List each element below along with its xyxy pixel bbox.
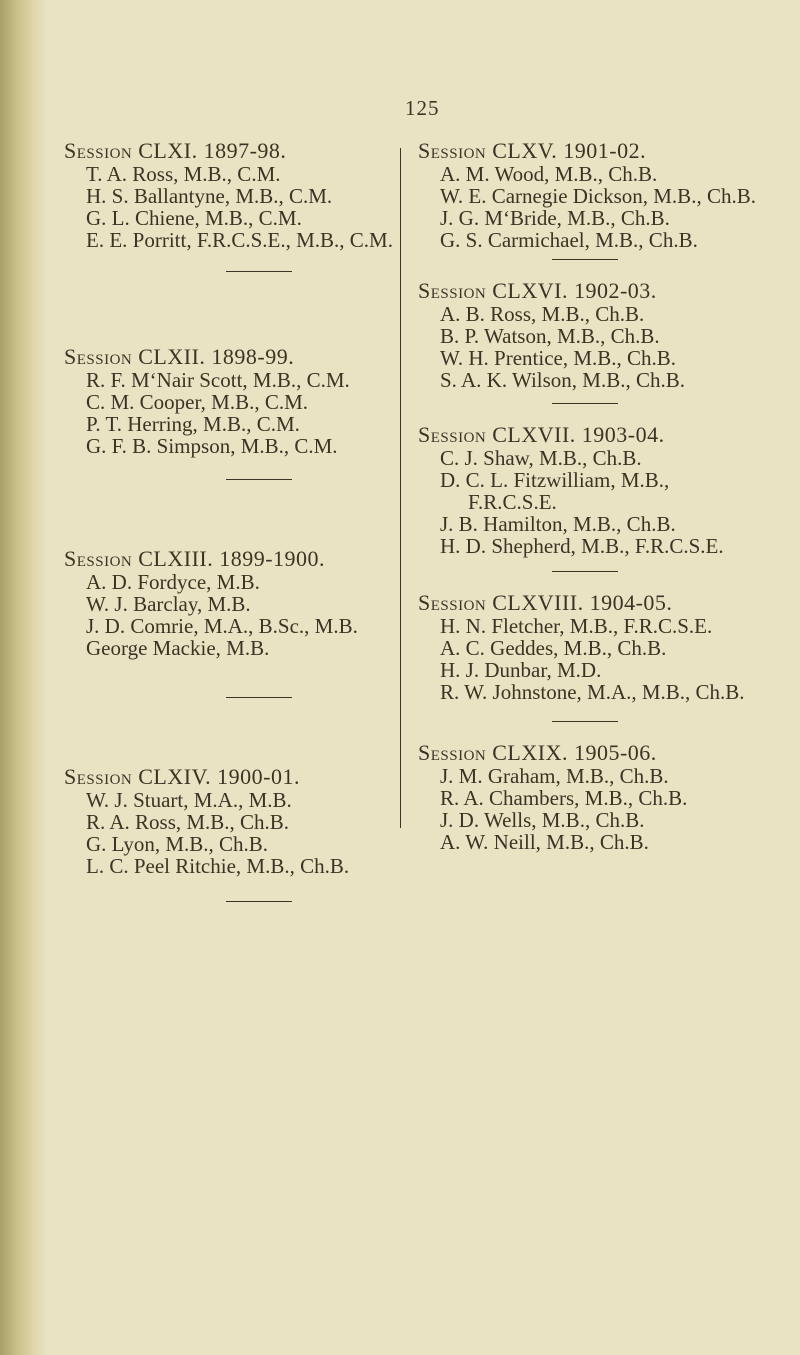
member-entry: G. S. Carmichael, M.B., Ch.B.: [440, 228, 698, 252]
session-title: Session CLXIII. 1899-1900.: [64, 546, 326, 571]
page-number: 125: [405, 96, 440, 120]
member-entry: H. D. Shepherd, M.B., F.R.C.S.E.: [440, 534, 724, 558]
session-title: Session CLXVIII. 1904-05.: [418, 590, 673, 615]
member-entry: R. A. Ross, M.B., Ch.B.: [86, 810, 290, 834]
member-entry: D. C. L. Fitzwilliam, M.B., F.R.C.S.E.: [440, 468, 670, 514]
member-entry: E. E. Porritt, F.R.C.S.E., M.B., C.M.: [86, 228, 393, 252]
session-title: Session CLXV. 1901-02.: [418, 138, 647, 163]
member-entry: W. H. Prentice, M.B., Ch.B.: [440, 346, 677, 370]
member-entry: L. C. Peel Ritchie, M.B., Ch.B.: [86, 854, 350, 878]
member-entry: George Mackie, M.B.: [86, 636, 270, 660]
member-entry: H. S. Ballantyne, M.B., C.M.: [86, 184, 333, 208]
member-entry: C. J. Shaw, M.B., Ch.B.: [440, 446, 642, 470]
section-rule: [226, 697, 292, 698]
member-entry: A. M. Wood, M.B., Ch.B.: [440, 162, 658, 186]
member-entry: G. F. B. Simpson, M.B., C.M.: [86, 434, 338, 458]
section-rule: [552, 571, 618, 572]
member-entry: A. C. Geddes, M.B., Ch.B.: [440, 636, 667, 660]
member-entry: B. P. Watson, M.B., Ch.B.: [440, 324, 660, 348]
member-entry: J. M. Graham, M.B., Ch.B.: [440, 764, 669, 788]
session-block: [64, 138, 404, 251]
session-title: Session CLXII. 1898-99.: [64, 344, 295, 369]
session-block: [64, 546, 404, 659]
section-rule: [226, 479, 292, 480]
session-block: [418, 278, 758, 391]
session-title: Session CLXVII. 1903-04.: [418, 422, 665, 447]
member-entry: W. E. Carnegie Dickson, M.B., Ch.B.: [440, 184, 756, 208]
member-entry: A. W. Neill, M.B., Ch.B.: [440, 830, 649, 854]
member-entry: R. A. Chambers, M.B., Ch.B.: [440, 786, 688, 810]
member-entry: T. A. Ross, M.B., C.M.: [86, 162, 281, 186]
session-block: [418, 422, 758, 557]
member-entry: J. D. Wells, M.B., Ch.B.: [440, 808, 645, 832]
member-entry: J. B. Hamilton, M.B., Ch.B.: [440, 512, 676, 536]
session-block: [418, 590, 758, 703]
member-entry: G. L. Chiene, M.B., C.M.: [86, 206, 302, 230]
member-entry: P. T. Herring, M.B., C.M.: [86, 412, 300, 436]
left-column: [64, 138, 404, 902]
section-rule: [226, 901, 292, 902]
session-block: [418, 138, 758, 251]
member-entry: A. B. Ross, M.B., Ch.B.: [440, 302, 645, 326]
member-entry: S. A. K. Wilson, M.B., Ch.B.: [440, 368, 685, 392]
member-entry: C. M. Cooper, M.B., C.M.: [86, 390, 309, 414]
session-title: Session CLXI. 1897-98.: [64, 138, 287, 163]
session-title: Session CLXIV. 1900-01.: [64, 764, 300, 789]
session-block: [64, 344, 404, 457]
session-block: [64, 764, 404, 877]
member-entry: H. N. Fletcher, M.B., F.R.C.S.E.: [440, 614, 713, 638]
page-gutter-shadow: [0, 0, 48, 1355]
section-rule: [552, 721, 618, 722]
session-title: Session CLXVI. 1902-03.: [418, 278, 657, 303]
section-rule: [226, 271, 292, 272]
member-entry: J. D. Comrie, M.A., B.Sc., M.B.: [86, 614, 358, 638]
member-entry: R. F. M‘Nair Scott, M.B., C.M.: [86, 368, 350, 392]
member-entry: W. J. Barclay, M.B.: [86, 592, 251, 616]
section-rule: [552, 403, 618, 404]
member-entry: A. D. Fordyce, M.B.: [86, 570, 260, 594]
member-entry: W. J. Stuart, M.A., M.B.: [86, 788, 292, 812]
member-entry: G. Lyon, M.B., Ch.B.: [86, 832, 269, 856]
right-column: [418, 138, 758, 853]
section-rule: [552, 259, 618, 260]
session-title: Session CLXIX. 1905-06.: [418, 740, 657, 765]
member-entry: J. G. M‘Bride, M.B., Ch.B.: [440, 206, 670, 230]
member-entry: H. J. Dunbar, M.D.: [440, 658, 602, 682]
session-block: [418, 740, 758, 853]
member-entry: R. W. Johnstone, M.A., M.B., Ch.B.: [440, 680, 745, 704]
